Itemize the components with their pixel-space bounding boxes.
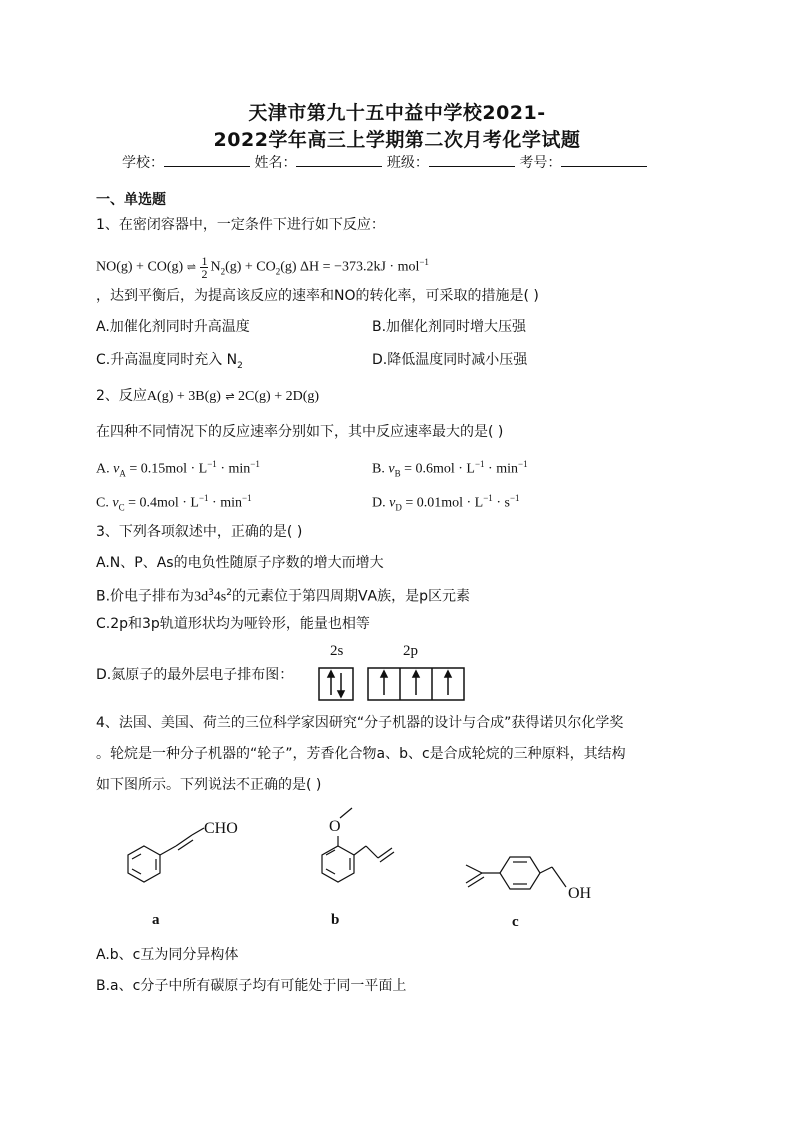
molecule-b-structure xyxy=(300,800,420,900)
exam-number-blank[interactable] xyxy=(561,154,647,167)
molecule-a-structure xyxy=(120,810,260,900)
q2-a-v: ν xyxy=(113,461,120,477)
q2-d-unit: · s xyxy=(492,495,510,511)
cho-group-label: CHO xyxy=(204,820,238,837)
oxygen-atom-label: O xyxy=(329,818,341,835)
q1-option-c-text: C.升高温度同时充入 N xyxy=(96,352,238,368)
q1-frac-num: 1 xyxy=(201,253,208,268)
q1-eq-left: NO(g) + CO(g) xyxy=(96,259,184,275)
q1-stem: 1、在密闭容器中，一定条件下进行如下反应： xyxy=(96,217,385,233)
school-label: 学校： xyxy=(122,155,164,171)
q2-reaction xyxy=(96,386,319,407)
equilibrium-arrow-icon: ⇌ xyxy=(225,390,234,403)
q3-b-cfg-b: 4s xyxy=(213,589,227,605)
q3-option-c[interactable]: C.2p和3p轨道形状均为哑铃形，能量也相等 xyxy=(96,616,370,632)
q2-a-val: = 0.15mol · L xyxy=(125,461,208,477)
q2-a-pre: A. xyxy=(96,461,114,477)
molecule-c-label: c xyxy=(512,914,519,930)
q2-b-val: = 0.6mol · L xyxy=(400,461,475,477)
q1-sub-co2: 2 xyxy=(275,266,281,277)
q3-b-pre: B.价电子排布为 xyxy=(96,588,195,605)
school-blank[interactable] xyxy=(164,154,250,167)
q2-eq-right: 2C(g) + 2D(g) xyxy=(238,389,320,404)
benzene-ring-a xyxy=(128,846,160,882)
molecule-b-label: b xyxy=(331,912,340,928)
down-arrow-icon xyxy=(338,673,344,697)
q1-equation xyxy=(96,252,429,281)
up-arrow-icon xyxy=(413,671,419,695)
q1-option-a[interactable]: A.加催化剂同时升高温度 xyxy=(96,319,250,335)
q3-stem: 3、下列各项叙述中，正确的是( ) xyxy=(96,524,303,540)
equilibrium-arrow-icon: ⇌ xyxy=(186,261,195,274)
q2-b-sup2: −1 xyxy=(518,459,528,469)
q4-line1: 4、法国、美国、荷兰的三位科学家因研究“分子机器的设计与合成”获得诺贝尔化学奖 xyxy=(96,715,624,731)
q1-eq-dh: (g) ΔH = −373.2kJ · mol xyxy=(280,259,420,275)
q2-option-a[interactable] xyxy=(96,454,260,483)
q2-b-sub: B xyxy=(394,468,401,479)
q1-option-d[interactable]: D.降低温度同时减小压强 xyxy=(372,352,528,368)
q2-c-sub: C xyxy=(118,502,125,513)
q2-d-sup2: −1 xyxy=(509,493,520,503)
q1-eq-co: (g) + CO xyxy=(225,259,276,275)
orbital-label-2p: 2p xyxy=(403,643,418,659)
q2-c-pre: C. xyxy=(96,495,113,511)
q2-a-unit: · min xyxy=(216,461,251,477)
q2-d-sub: D xyxy=(395,502,402,513)
q1-eq-n: N xyxy=(210,259,221,275)
q2-option-c[interactable] xyxy=(96,488,252,517)
q2-c-v: ν xyxy=(112,495,119,511)
q2-option-b[interactable] xyxy=(372,454,528,483)
up-arrow-icon xyxy=(328,671,334,695)
up-arrow-icon xyxy=(381,671,387,695)
class-label: 班级： xyxy=(386,155,429,171)
orbital-box-2s xyxy=(319,668,353,700)
benzene-ring-b xyxy=(322,846,354,882)
exam-number-label: 考号： xyxy=(519,155,562,171)
q1-option-c-sub: 2 xyxy=(237,360,243,371)
molecule-c-structure xyxy=(460,835,620,915)
q2-d-pre: D. xyxy=(372,495,390,511)
q2-c-sup1: −1 xyxy=(198,493,209,503)
q2-option-d[interactable] xyxy=(372,488,520,517)
section-heading: 一、单选题 xyxy=(96,192,166,208)
q1-fraction xyxy=(200,255,208,280)
up-arrow-icon xyxy=(445,671,451,695)
class-blank[interactable] xyxy=(429,154,515,167)
q1-tail: ，达到平衡后，为提高该反应的速率和NO的转化率，可采取的措施是( ) xyxy=(96,288,539,304)
q1-option-b[interactable]: B.加催化剂同时增大压强 xyxy=(372,319,527,335)
exam-title-line2: 2022学年高三上学期第二次月考化学试题 xyxy=(213,129,581,151)
q2-b-unit: · min xyxy=(484,461,518,477)
q3-b-sup2: 2 xyxy=(226,588,232,598)
student-info-fields xyxy=(122,152,647,172)
q2-a-sub: A xyxy=(119,468,126,479)
q4-line2: 。轮烷是一种分子机器的“轮子”，芳香化合物a、b、c是合成轮烷的三种原料，其结构 xyxy=(96,746,626,762)
q2-a-sup1: −1 xyxy=(207,459,217,469)
q3-b-sup3: 3 xyxy=(208,588,214,598)
q2-eq-left: A(g) + 3B(g) xyxy=(146,389,221,404)
q1-frac-den: 2 xyxy=(201,266,208,281)
q2-b-pre: B. xyxy=(372,461,389,477)
q2-c-unit: · min xyxy=(208,495,242,511)
q1-option-c[interactable] xyxy=(96,350,243,376)
q2-d-val: = 0.01mol · L xyxy=(401,495,484,511)
exam-title-line1: 天津市第九十五中益中学校2021- xyxy=(248,102,546,124)
q2-d-v: ν xyxy=(389,495,396,511)
q3-option-d[interactable]: D.氮原子的最外层电子排布图： xyxy=(96,667,294,683)
q2-prefix: 2、反应 xyxy=(96,388,147,404)
orbital-label-2s: 2s xyxy=(330,643,344,659)
q2-c-sup2: −1 xyxy=(242,493,252,503)
q3-option-b[interactable] xyxy=(96,583,470,608)
name-blank[interactable] xyxy=(296,154,382,167)
orbital-diagram xyxy=(318,667,478,703)
q3-option-a[interactable]: A.N、P、As的电负性随原子序数的增大而增大 xyxy=(96,555,384,571)
q2-b-sup1: −1 xyxy=(474,459,485,469)
q4-line3: 如下图所示。下列说法不正确的是( ) xyxy=(96,777,322,793)
q2-a-sup2: −1 xyxy=(250,459,260,469)
molecule-a-label: a xyxy=(152,912,160,928)
q2-b-v: ν xyxy=(388,461,395,477)
q1-sub-n2: 2 xyxy=(220,266,226,277)
q2-d-sup1: −1 xyxy=(483,493,493,503)
q2-c-val: = 0.4mol · L xyxy=(124,495,199,511)
q3-b-cfg-a: 3d xyxy=(194,589,209,605)
q3-b-post: 的元素位于第四周期ⅤA族，是p区元素 xyxy=(231,588,471,605)
q4-option-a[interactable]: A.b、c互为同分异构体 xyxy=(96,947,239,963)
oh-group-label: OH xyxy=(568,885,592,902)
q2-stem: 在四种不同情况下的反应速率分别如下，其中反应速率最大的是( ) xyxy=(96,424,504,440)
q4-option-b[interactable]: B.a、c分子中所有碳原子均有可能处于同一平面上 xyxy=(96,978,407,994)
name-label: 姓名： xyxy=(254,155,297,171)
q1-sup-neg1: −1 xyxy=(419,257,429,267)
